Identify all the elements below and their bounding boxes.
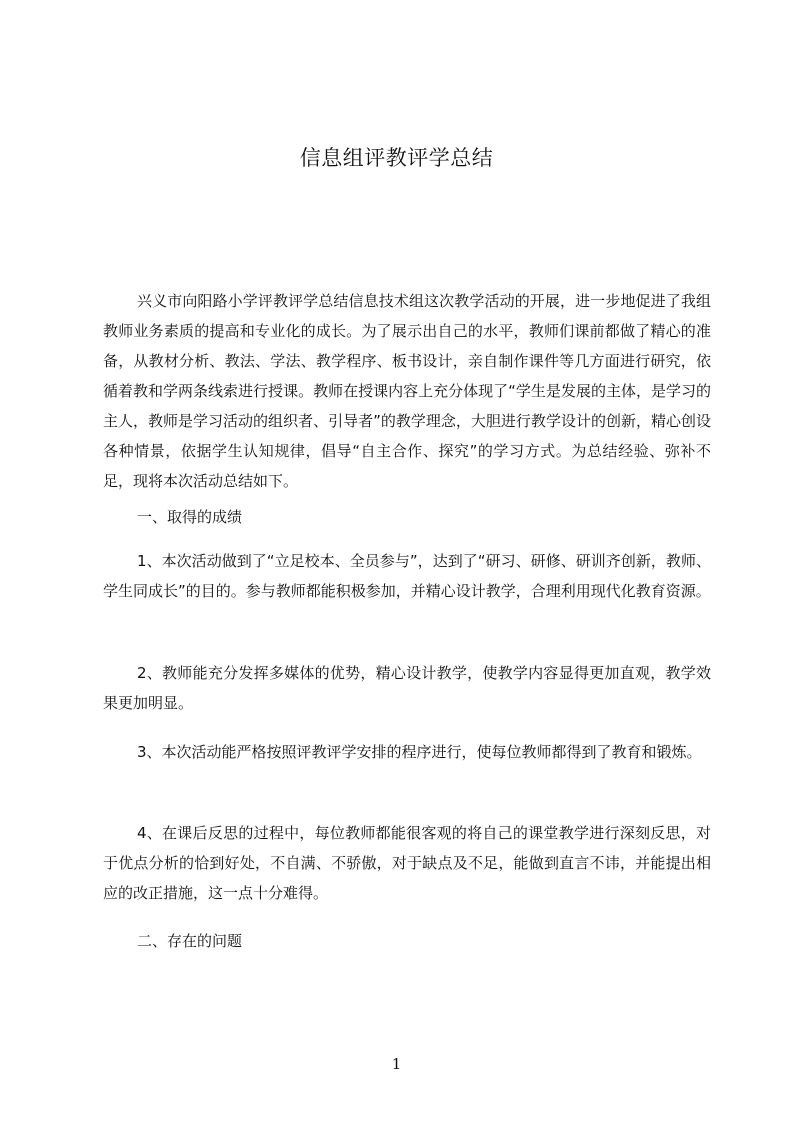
document-title: 信息组评教评学总结 <box>299 146 494 170</box>
section-heading-achievements: 一、取得的成绩 <box>137 508 243 526</box>
achievement-item-3: 3、本次活动能严格按照评教评学安排的程序进行，使每位教师都得到了教育和锻炼。 <box>137 743 702 761</box>
page-number: 1 <box>391 1055 402 1073</box>
section-heading-problems: 二、存在的问题 <box>137 932 243 950</box>
achievement-item-1: 1、本次活动做到了“立足校本、全员参与”，达到了“研习、研修、研训齐创新，教师、学生同成长”的目的。参与教师都能积极参加，并精心设计教学，合理利用现代化教育资源。 <box>103 552 711 600</box>
achievement-item-2: 2、教师能充分发挥多媒体的优势，精心设计教学，使教学内容显得更加直观，教学效果更加明显。 <box>103 664 711 712</box>
intro-paragraph: 兴义市向阳路小学评教评学总结信息技术组这次教学活动的开展，进一步地促进了我组教师业务素质的提高和专业化的成长。为了展示出自己的水平，教师们课前都做了精心的准备，从教材分析、教法、学法、教学程序、板书设计，亲自制作课件等几方面进行研究，依循着教和学两条线索进行授课。教师在授课内容上充分体现了“学生是发展的主体，是学习的主人，教师是学习活动的组织者、引导者”的教学理念，大胆进行教学设计的创新，精心创设各种情景，依据学生认知规律，倡导“自主合作、探究”的学习方式。为总结经验、弥补不足，现将本次活动总结如下。 <box>103 292 711 490</box>
achievement-item-4: 4、在课后反思的过程中，每位教师都能很客观的将自己的课堂教学进行深刻反思，对于优点分析的恰到好处，不自满、不骄傲，对于缺点及不足，能做到直言不讳，并能提出相应的改正措施，这一点十分难得。 <box>103 824 711 902</box>
